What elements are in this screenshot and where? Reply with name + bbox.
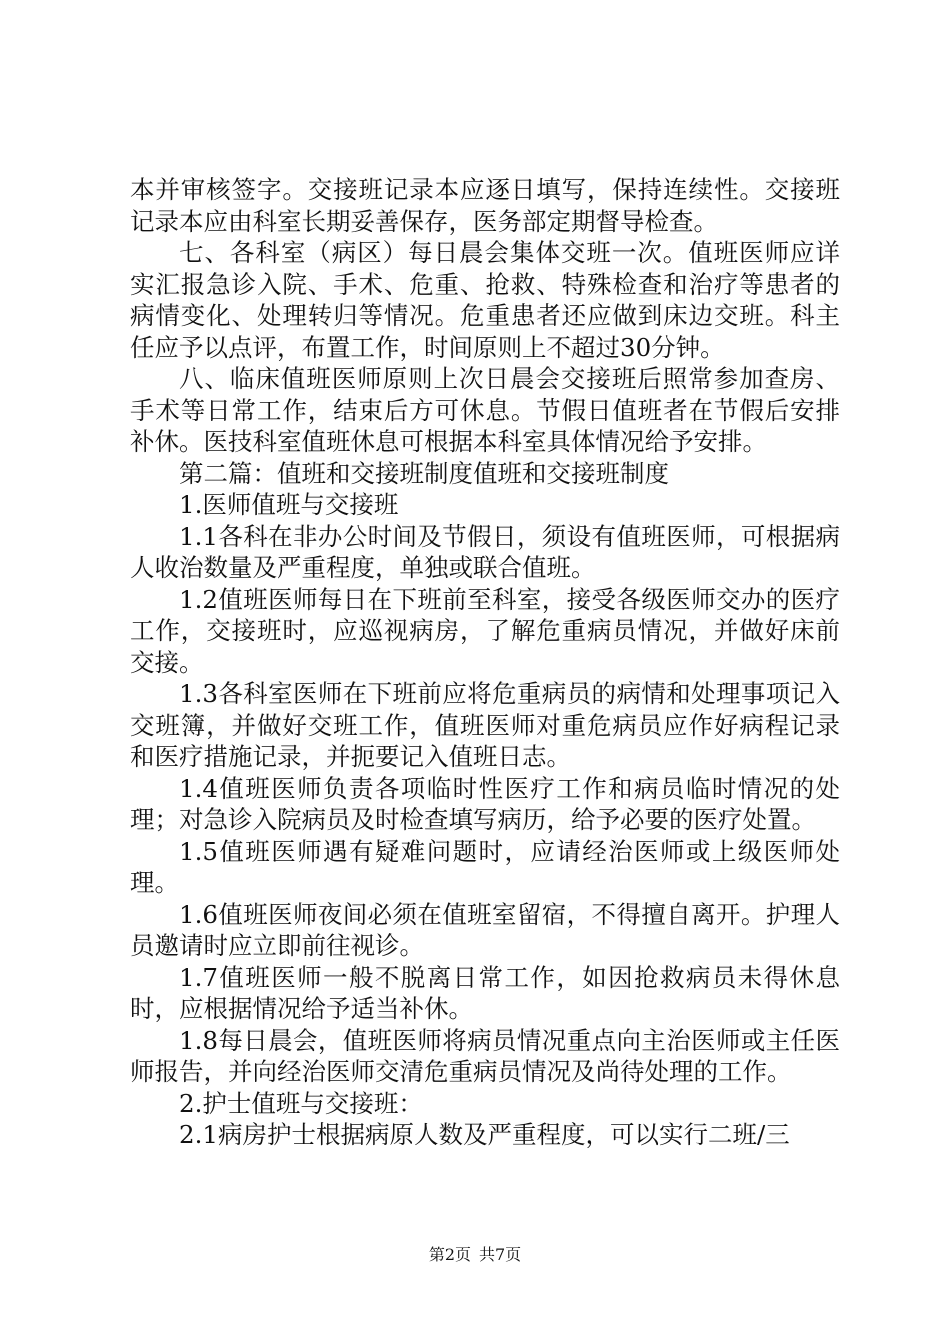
- page-total: 共7页: [479, 1245, 522, 1264]
- paragraph-item-8: 八、临床值班医师原则上次日晨会交接班后照常参加查房、手术等日常工作，结束后方可休息。节假日值班者在节假后安排补休。医技科室值班休息可根据本科室具体情况给予安排。: [130, 364, 840, 456]
- paragraph-handover-record: 本并审核签字。交接班记录本应逐日填写，保持连续性。交接班记录本应由科室长期妥善保存，医务部定期督导检查。: [130, 175, 840, 236]
- paragraph-1-7: 1.7值班医师一般不脱离日常工作，如因抢救病员未得休息时，应根据情况给予适当补休。: [130, 962, 840, 1023]
- paragraph-1-3: 1.3各科室医师在下班前应将危重病员的病情和处理事项记入交班簿，并做好交班工作，值班医师对重危病员应作好病程记录和医疗措施记录，并扼要记入值班日志。: [130, 679, 840, 771]
- heading-nurse-duty: 2.护士值班与交接班：: [179, 1088, 423, 1118]
- paragraph-item-7: 七、各科室（病区）每日晨会集体交班一次。值班医师应详实汇报急诊入院、手术、危重、抢救、特殊检查和治疗等患者的病情变化、处理转归等情况。危重患者还应做到床边交班。科主任应予以点评，布置工作，时间原则上不超过30分钟。: [130, 238, 840, 362]
- page-number: 第2页: [428, 1245, 471, 1264]
- paragraph-1-4: 1.4值班医师负责各项临时性医疗工作和病员临时情况的处理；对急诊入院病员及时检查填写病历，给予必要的医疗处置。: [130, 773, 840, 834]
- paragraph-1-1: 1.1各科在非办公时间及节假日，须设有值班医师，可根据病人收治数量及严重程度，单独或联合值班。: [130, 521, 840, 582]
- paragraph-1-5: 1.5值班医师遇有疑难问题时，应请经治医师或上级医师处理。: [130, 836, 840, 897]
- document-body: [130, 174, 840, 1151]
- paragraph-1-8: 1.8每日晨会，值班医师将病员情况重点向主治医师或主任医师报告，并向经治医师交清危重病员情况及尚待处理的工作。: [130, 1025, 840, 1086]
- section-title-part-2: 第二篇：值班和交接班制度值班和交接班制度: [179, 458, 669, 488]
- page-footer: [0, 1245, 950, 1265]
- paragraph-2-1: 2.1病房护士根据病原人数及严重程度，可以实行二班/三: [179, 1120, 790, 1149]
- paragraph-1-2: 1.2值班医师每日在下班前至科室，接受各级医师交办的医疗工作，交接班时，应巡视病房，了解危重病员情况，并做好床前交接。: [130, 584, 840, 677]
- heading-doctor-duty: 1.医师值班与交接班: [179, 490, 399, 519]
- paragraph-1-6: 1.6值班医师夜间必须在值班室留宿，不得擅自离开。护理人员邀请时应立即前往视诊。: [130, 899, 840, 960]
